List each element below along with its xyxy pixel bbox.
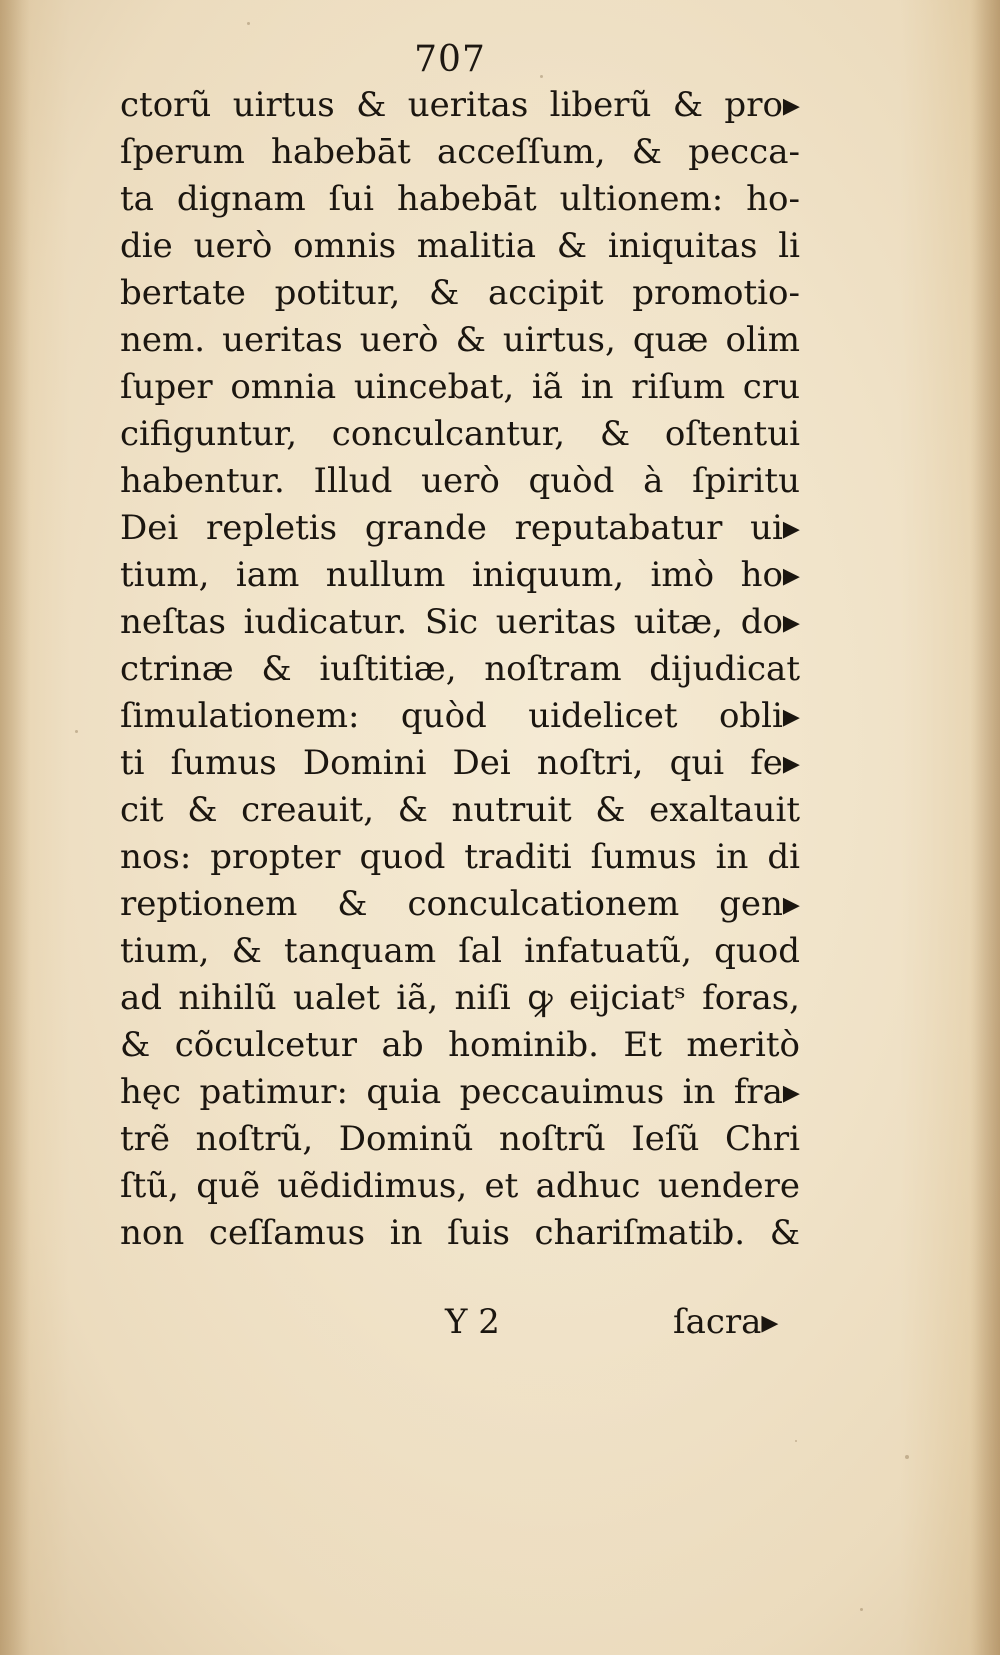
text-line: ti ſumus Domini Dei noſtri, qui fe▸: [120, 743, 800, 783]
text-line: & cõculcetur ab hominib. Et meritò: [120, 1025, 800, 1065]
paper-speck: [860, 1608, 863, 1611]
left-edge-shading: [0, 0, 30, 1655]
text-line: ſuper omnia uincebat, iã in riſum cru: [120, 367, 800, 407]
text-line: ſimulationem: quòd uidelicet obli▸: [120, 696, 800, 736]
text-line: cit & creauit, & nutruit & exaltauit: [120, 790, 800, 830]
paper-speck: [247, 22, 250, 25]
paper-speck: [75, 730, 78, 733]
text-line: ad nihilũ ualet iã, niſi ꝙ eijciatˢ foras,: [120, 978, 800, 1018]
text-line: neſtas iudicatur. Sic ueritas uitæ, do▸: [120, 602, 800, 642]
text-line: cifiguntur, conculcantur, & oſtentui: [120, 414, 800, 454]
catchword: ſacra▸: [673, 1302, 779, 1342]
text-line: Dei repletis grande reputabatur ui▸: [120, 508, 800, 548]
right-edge-shading: [970, 0, 1000, 1655]
text-line: habentur. Illud uerò quòd à ſpiritu: [120, 461, 800, 501]
text-line: ſperum habebāt acceſſum, & pecca-: [120, 132, 800, 172]
text-line: trẽ noſtrũ, Dominũ noſtrũ Ieſũ Chri: [120, 1119, 800, 1159]
page-number: 707: [414, 39, 486, 80]
text-line: ctrinæ & iuſtitiæ, noſtram dijudicat: [120, 649, 800, 689]
text-line: nos: propter quod traditi ſumus in di: [120, 837, 800, 877]
paper-speck: [905, 1455, 909, 1459]
paper-speck: [540, 75, 543, 78]
text-line: nem. ueritas uerò & uirtus, quæ olim: [120, 320, 800, 360]
text-line: ſtũ, quẽ uẽdidimus, et adhuc uendere: [120, 1166, 800, 1206]
text-line: tium, iam nullum iniquum, imò ho▸: [120, 555, 800, 595]
signature-mark: Y 2: [445, 1302, 500, 1342]
text-line: non ceſſamus in ſuis chariſmatib. &: [120, 1213, 800, 1253]
text-line: tium, & tanquam ſal infatuatũ, quod: [120, 931, 800, 971]
text-line: ta dignam ſui habebāt ultionem: ho-: [120, 179, 800, 219]
text-line: reptionem & conculcationem gen▸: [120, 884, 800, 924]
paper-speck: [795, 1440, 797, 1442]
body-text: [120, 82, 800, 1257]
text-line: ctorũ uirtus & ueritas liberũ & pro▸: [120, 85, 800, 125]
text-line: die uerò omnis malitia & iniquitas li: [120, 226, 800, 266]
text-line: bertate potitur, & accipit promotio-: [120, 273, 800, 313]
text-line: hęc patimur: quia peccauimus in fra▸: [120, 1072, 800, 1112]
